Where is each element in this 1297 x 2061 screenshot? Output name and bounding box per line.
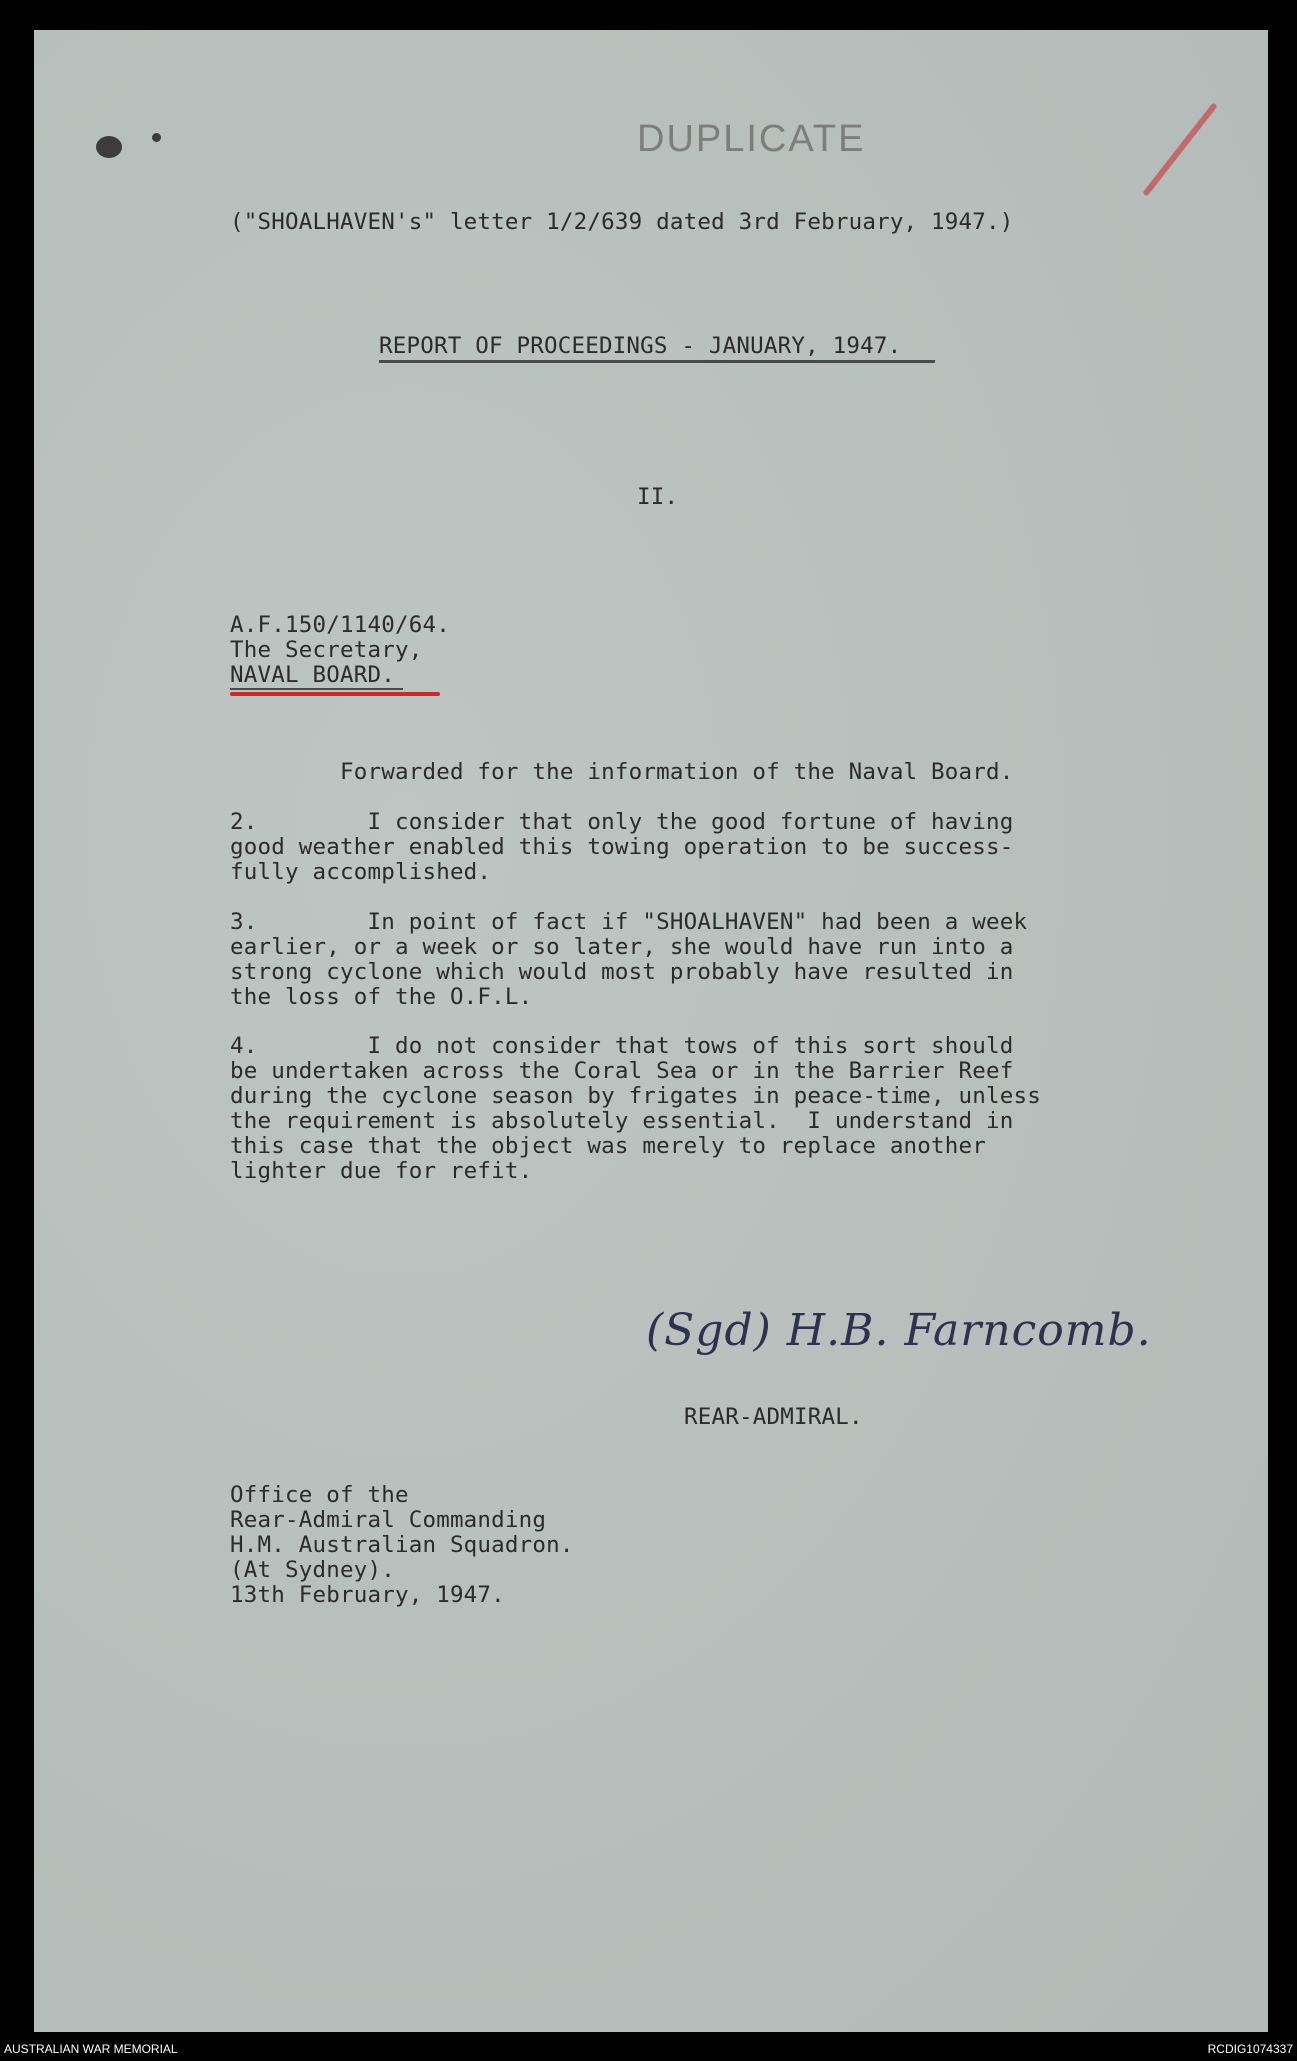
duplicate-stamp: DUPLICATE bbox=[637, 118, 866, 160]
paragraph-4: 4. I do not consider that tows of this sort should be undertaken across the Coral Sea or in the Barrier Reef during the cyclone season by frigates in peace-time, unless the requirement is absolutely essential. I understand in this case that the object was merely to replace another lighter due for refit. bbox=[230, 1033, 1042, 1184]
punch-hole-small bbox=[152, 133, 161, 142]
header-reference: ("SHOALHAVEN's" letter 1/2/639 dated 3rd February, 1947.) bbox=[230, 209, 1014, 235]
handwritten-signature: (Sgd) H.B. Farncomb. bbox=[646, 1305, 1152, 1356]
title-underline bbox=[379, 360, 935, 363]
address-ref: A.F.150/1140/64. bbox=[230, 612, 450, 638]
footer-left: AUSTRALIAN WAR MEMORIAL bbox=[4, 2042, 178, 2056]
address-line-2: NAVAL BOARD. bbox=[230, 662, 395, 688]
rank-line: REAR-ADMIRAL. bbox=[684, 1404, 863, 1430]
red-pencil-mark bbox=[1142, 102, 1218, 196]
report-title: REPORT OF PROCEEDINGS - JANUARY, 1947. bbox=[379, 333, 902, 359]
document-page bbox=[34, 30, 1268, 2032]
address-underline bbox=[230, 688, 403, 690]
paragraph-1: Forwarded for the information of the Naval Board. bbox=[230, 759, 1014, 785]
punch-hole bbox=[96, 136, 122, 158]
office-block: Office of the Rear-Admiral Commanding H.M. Australian Squadron. (At Sydney). 13th February, 1947. bbox=[230, 1482, 574, 1608]
paragraph-3: 3. In point of fact if "SHOALHAVEN" had been a week earlier, or a week or so later, she would have run into a strong cyclone which would most probably have resulted in the loss of the O.F.L. bbox=[230, 909, 1028, 1010]
red-underline bbox=[230, 692, 440, 696]
footer-right: RCDIG1074337 bbox=[1207, 2042, 1293, 2056]
paragraph-2: 2. I consider that only the good fortune of having good weather enabled this towing operation to be success- fully accomplished. bbox=[230, 809, 1014, 885]
address-line-1: The Secretary, bbox=[230, 637, 423, 663]
section-number: II. bbox=[637, 484, 679, 510]
